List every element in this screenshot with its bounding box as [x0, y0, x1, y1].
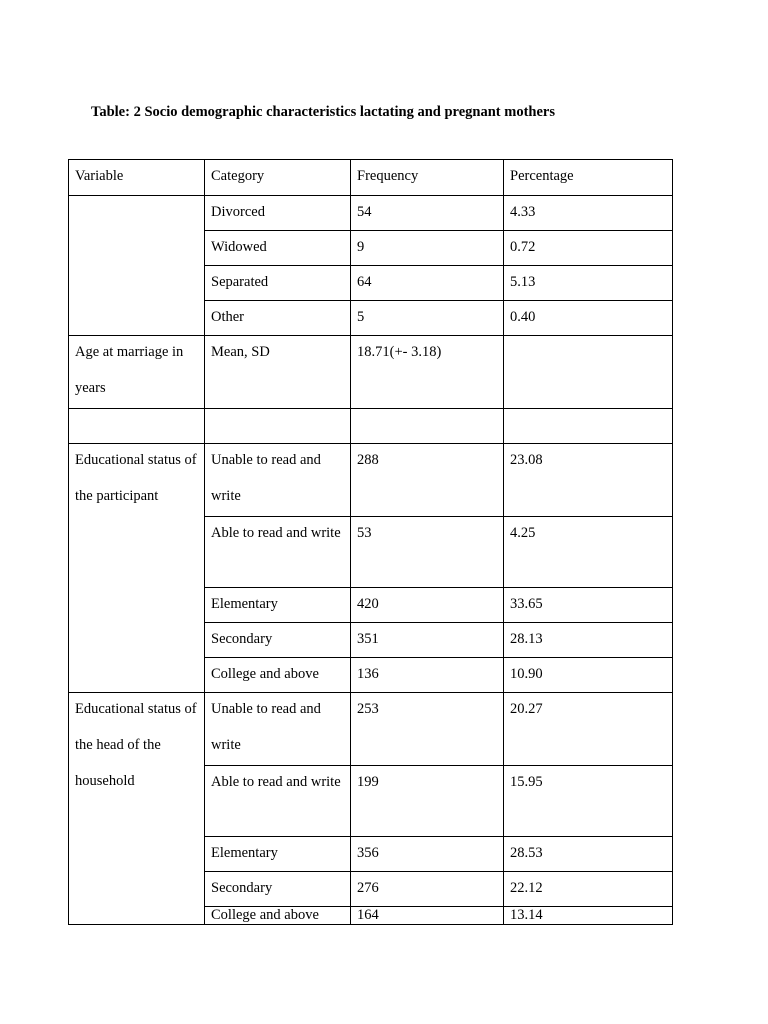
frequency-cell: 276	[351, 872, 504, 907]
percentage-cell: 33.65	[504, 588, 673, 623]
category-cell: Secondary	[205, 872, 351, 907]
frequency-cell: 356	[351, 837, 504, 872]
variable-cell: Educational status of the participant	[69, 444, 205, 693]
header-variable: Variable	[69, 160, 205, 196]
category-cell: Divorced	[205, 196, 351, 231]
category-cell: Separated	[205, 266, 351, 301]
frequency-cell: 5	[351, 301, 504, 336]
table-title: Table: 2 Socio demographic characteristics lactating and pregnant mothers	[91, 104, 555, 120]
frequency-cell: 199	[351, 766, 504, 837]
header-row	[69, 160, 673, 196]
header-percentage: Percentage	[504, 160, 673, 196]
table-row	[69, 196, 673, 231]
variable-cell: Age at marriage in years	[69, 336, 205, 409]
percentage-cell: 15.95	[504, 766, 673, 837]
table-row	[69, 409, 673, 444]
percentage-cell	[504, 336, 673, 409]
category-cell: Secondary	[205, 623, 351, 658]
frequency-cell: 253	[351, 693, 504, 766]
frequency-cell: 9	[351, 231, 504, 266]
percentage-cell: 4.25	[504, 517, 673, 588]
category-cell	[205, 409, 351, 444]
category-cell: Able to read and write	[205, 517, 351, 588]
variable-cell	[69, 409, 205, 444]
frequency-cell	[351, 409, 504, 444]
category-cell: Widowed	[205, 231, 351, 266]
table-row	[69, 693, 673, 766]
percentage-cell: 10.90	[504, 658, 673, 693]
socio-demographic-table	[68, 159, 673, 925]
category-cell: Elementary	[205, 588, 351, 623]
category-cell: Other	[205, 301, 351, 336]
frequency-cell: 288	[351, 444, 504, 517]
frequency-cell: 420	[351, 588, 504, 623]
category-cell: Able to read and write	[205, 766, 351, 837]
percentage-cell: 20.27	[504, 693, 673, 766]
percentage-cell: 28.53	[504, 837, 673, 872]
category-cell: College and above	[205, 658, 351, 693]
frequency-cell: 18.71(+- 3.18)	[351, 336, 504, 409]
frequency-cell: 64	[351, 266, 504, 301]
frequency-cell: 164	[351, 907, 504, 925]
percentage-cell: 4.33	[504, 196, 673, 231]
variable-cell: Educational status of the head of the household	[69, 693, 205, 925]
category-cell: College and above	[205, 907, 351, 925]
category-cell: Elementary	[205, 837, 351, 872]
category-cell: Unable to read and write	[205, 444, 351, 517]
percentage-cell: 0.72	[504, 231, 673, 266]
table-row	[69, 336, 673, 409]
percentage-cell: 0.40	[504, 301, 673, 336]
frequency-cell: 54	[351, 196, 504, 231]
variable-cell	[69, 196, 205, 336]
frequency-cell: 53	[351, 517, 504, 588]
percentage-cell: 22.12	[504, 872, 673, 907]
percentage-cell	[504, 409, 673, 444]
frequency-cell: 351	[351, 623, 504, 658]
frequency-cell: 136	[351, 658, 504, 693]
percentage-cell: 23.08	[504, 444, 673, 517]
percentage-cell: 5.13	[504, 266, 673, 301]
percentage-cell: 13.14	[504, 907, 673, 925]
category-cell: Unable to read and write	[205, 693, 351, 766]
header-category: Category	[205, 160, 351, 196]
category-cell: Mean, SD	[205, 336, 351, 409]
table-row	[69, 444, 673, 517]
header-frequency: Frequency	[351, 160, 504, 196]
percentage-cell: 28.13	[504, 623, 673, 658]
